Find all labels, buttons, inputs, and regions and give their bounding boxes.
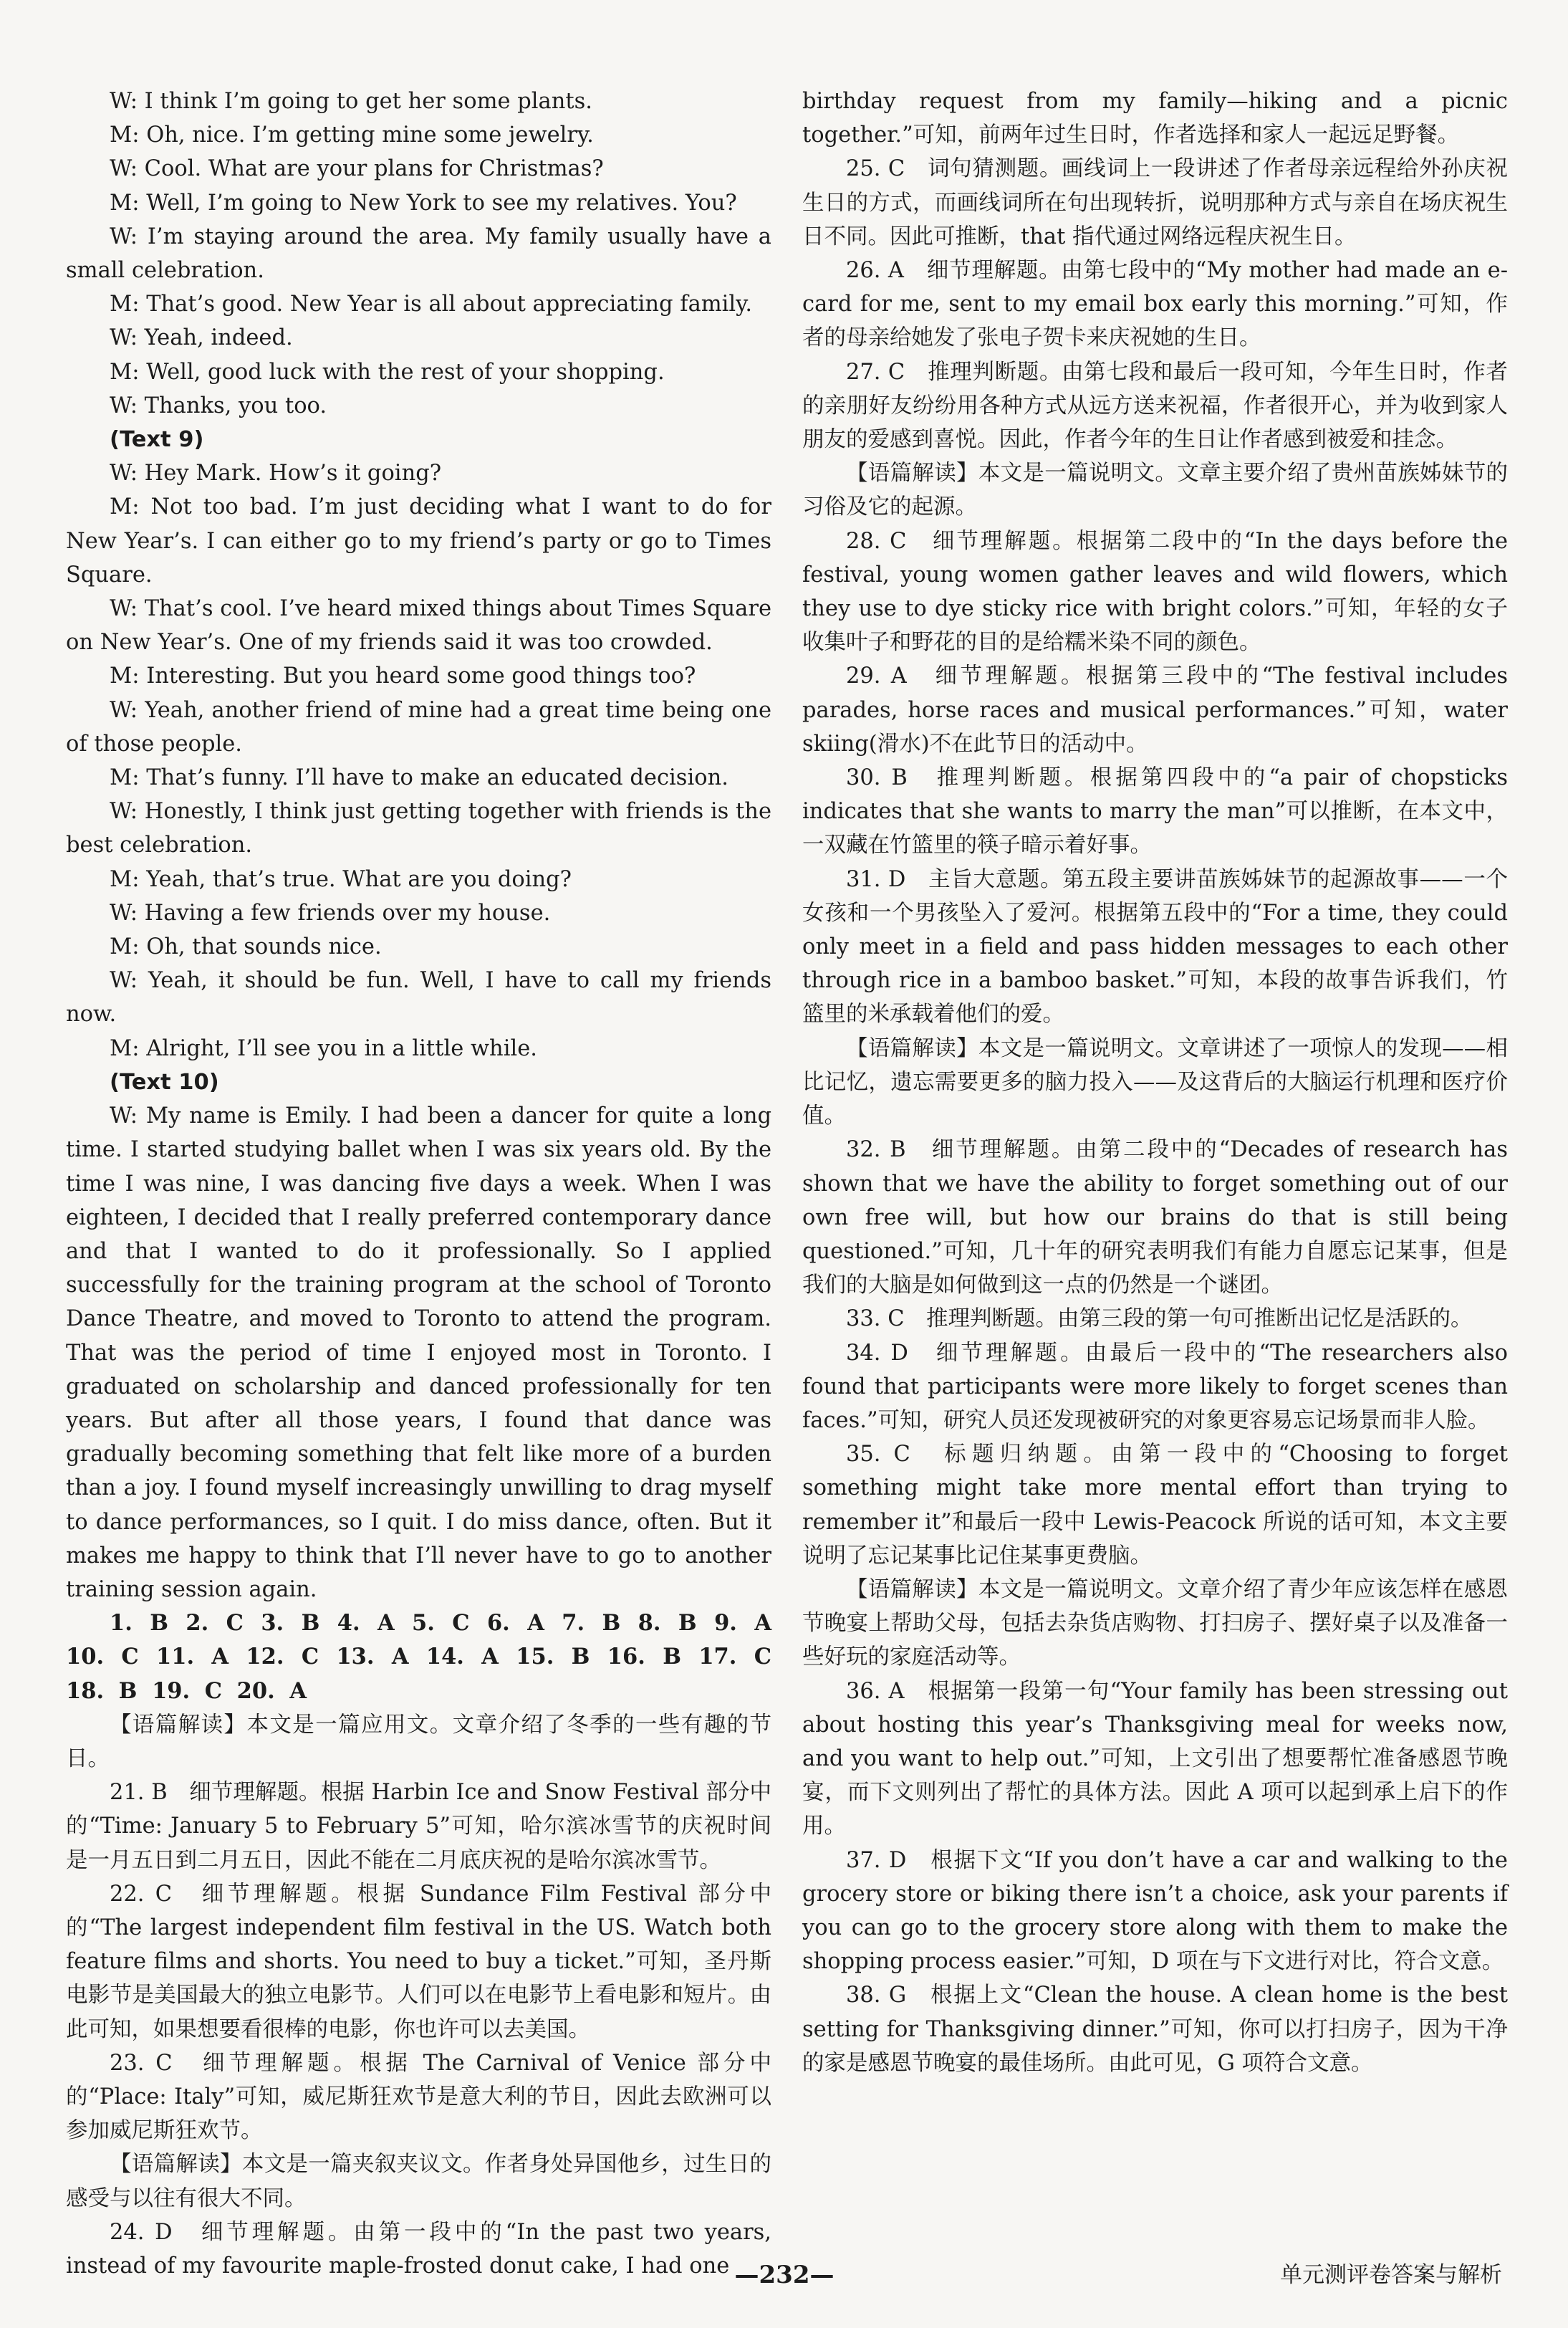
answer-explanation: 26. A 细节理解题。由第七段中的“My mother had made an e-card for me, sent to my email box early this morning.”可知，作者的母亲给她发了张电子贺卡来庆祝她的生日。 <box>802 258 1508 351</box>
dialogue-line: M: Well, good luck with the rest of your shopping. <box>110 359 665 385</box>
dialogue-line: W: I think I’m going to get her some plants. <box>110 89 592 114</box>
passage-reading: 【语篇解读】本文是一篇说明文。文章主要介绍了贵州苗族姊妹节的习俗及它的起源。 <box>802 461 1508 520</box>
answer-explanation: 22. C 细节理解题。根据 Sundance Film Festival 部分中的“The largest independent film festival in the US. Watch both feature films and shorts. You need to buy a ticket.”可知，圣丹斯电影节是美国最大的独立电影节。人们可以在电影节上看电影和短片。由此可知，如果想要看很棒的电影，你也许可以去美国。 <box>66 1881 771 2042</box>
dialogue-line: M: Interesting. But you heard some good things too? <box>110 664 696 689</box>
text-heading: (Text 9) <box>110 427 204 453</box>
dialogue-line: M: Alright, I’ll see you in a little while. <box>110 1035 537 1061</box>
dialogue-line: M: Not too bad. I’m just deciding what I want to do for New Year’s. I can either go to my friend’s party or go to Times Square. <box>66 494 771 588</box>
text-heading: (Text 10) <box>110 1069 219 1095</box>
dialogue-line: W: Yeah, another friend of mine had a great time being one of those people. <box>66 697 771 757</box>
answer-explanation: 31. D 主旨大意题。第五段主要讲苗族姊妹节的起源故事——一个女孩和一个男孩坠入了爱河。根据第五段中的“For a time, they could only meet in a field and pass hidden messages to each other through rice in a bamboo basket.”可知，本段的故事告诉我们，竹篮里的米承载着他们的爱。 <box>802 866 1508 1028</box>
answer-explanation: 34. D 细节理解题。由最后一段中的“The researchers also found that participants were more likely to forget scenes than faces.”可知，研究人员还发现被研究的对象更容易忘记场景而非人脸。 <box>802 1340 1508 1433</box>
answer-explanation: 37. D 根据下文“If you don’t have a car and walking to the grocery store or biking there isn’t a choice, ask your parents if you can go to the grocery store along with them to make the shopping process easier.”可知，D 项在与下文进行对比，符合文意。 <box>802 1847 1508 1975</box>
passage-reading: 【语篇解读】本文是一篇说明文。文章讲述了一项惊人的发现——相比记忆，遗忘需要更多的脑力投入——及这背后的大脑运行机理和医疗价值。 <box>802 1035 1508 1129</box>
answer-explanation: 25. C 词句猜测题。画线词上一段讲述了作者母亲远程给外孙庆祝生日的方式，而画线词所在句出现转折，说明那种方式与亲自在场庆祝生日不同。因此可推断，that 指代通过网络远程庆祝生日。 <box>802 156 1508 249</box>
footer-title: 单元测评卷答案与解析 <box>1280 2262 1502 2288</box>
dialogue-line: M: That’s funny. I’ll have to make an educated decision. <box>110 765 728 791</box>
dialogue-line: W: Yeah, it should be fun. Well, I have to call my friends now. <box>66 968 771 1028</box>
left-column <box>66 85 771 2283</box>
answer-explanation: 29. A 细节理解题。根据第三段中的“The festival includes parades, horse races and musical performances.”可知，water skiing(滑水)不在此节日的活动中。 <box>802 664 1508 757</box>
dialogue-line: W: Cool. What are your plans for Christmas? <box>110 156 604 182</box>
answer-explanation: 23. C 细节理解题。根据 The Carnival of Venice 部分中的“Place: Italy”可知，威尼斯狂欢节是意大利的节日，因此去欧洲可以参加威尼斯狂欢节。 <box>66 2050 771 2144</box>
dialogue-line: W: Hey Mark. How’s it going? <box>110 461 442 487</box>
passage-reading: 【语篇解读】本文是一篇说明文。文章介绍了青少年应该怎样在感恩节晚宴上帮助父母，包括去杂货店购物、打扫房子、摆好桌子以及准备一些好玩的家庭活动等。 <box>802 1576 1508 1670</box>
answer-explanation-continued: birthday request from my family—hiking and a picnic together.”可知，前两年过生日时，作者选择和家人一起远足野餐。 <box>802 89 1508 148</box>
answer-explanation: 27. C 推理判断题。由第七段和最后一段可知，今年生日时，作者的亲朋好友纷纷用各种方式从远方送来祝福，作者很开心，并为收到家人朋友的爱感到喜悦。因此，作者今年的生日让作者感到被爱和挂念。 <box>802 359 1508 453</box>
dialogue-line: W: I’m staying around the area. My family usually have a small celebration. <box>66 224 771 284</box>
page-number: —232— <box>734 2261 834 2289</box>
dialogue-line: M: Oh, that sounds nice. <box>110 934 382 960</box>
passage-reading: 【语篇解读】本文是一篇应用文。文章介绍了冬季的一些有趣的节日。 <box>66 1712 771 1771</box>
answer-explanation: 33. C 推理判断题。由第三段的第一句可推断出记忆是活跃的。 <box>846 1306 1473 1332</box>
monologue-paragraph: W: My name is Emily. I had been a dancer for quite a long time. I started studying ballet when I was six years old. By the time I was nine, I was dancing five days a week. When I was eighteen, I decided that I really preferred contemporary dance and that I wanted to do it professionally. So I applied successfully for the training program at the school of Toronto Dance Theatre, and moved to Toronto to attend the program. That was the period of time I enjoyed most in Toronto. I graduated on scholarship and danced professionally for ten years. But after all those years, I found that dance was gradually becoming something that felt like more of a burden than a joy. I found myself increasingly unwilling to drag myself to dance performances, so I quit. I do miss dance, often. But it makes me happy to think that I’ll never have to go to another training session again. <box>66 1103 771 1602</box>
dialogue-line: W: Having a few friends over my house. <box>110 900 551 926</box>
right-column <box>802 85 1508 2080</box>
answer-explanation: 24. D 细节理解题。由第一段中的“In the past two years, instead of my favourite maple-frosted donut cake, I had one <box>66 2219 771 2279</box>
answer-explanation: 30. B 推理判断题。根据第四段中的“a pair of chopsticks indicates that she wants to marry the man”可以推断，在本文中，一双藏在竹篮里的筷子暗示着好事。 <box>802 765 1508 858</box>
page-footer <box>0 2257 1568 2300</box>
dialogue-line: W: Yeah, indeed. <box>110 325 293 351</box>
dialogue-line: W: That’s cool. I’ve heard mixed things about Times Square on New Year’s. One of my friends said it was too crowded. <box>66 596 771 656</box>
answer-explanation: 21. B 细节理解题。根据 Harbin Ice and Snow Festival 部分中的“Time: January 5 to February 5”可知，哈尔滨冰雪节的庆祝时间是一月五日到二月五日，因此不能在二月底庆祝的是哈尔滨冰雪节。 <box>66 1780 771 1873</box>
answer-explanation: 38. G 根据上文“Clean the house. A clean home is the best setting for Thanksgiving dinner.”可知，你可以打扫房子，因为干净的家是感恩节晚宴的最佳场所。由此可见，G 项符合文意。 <box>802 1983 1508 2076</box>
dialogue-line: M: Oh, nice. I’m getting mine some jewelry. <box>110 123 594 148</box>
answer-explanation: 35. C 标题归纳题。由第一段中的“Choosing to forget something might take more mental effort than trying to remember it”和最后一段中 Lewis-Peacock 所说的话可知，本文主要说明了忘记某事比记住某事更费脑。 <box>802 1442 1508 1568</box>
answer-explanation: 28. C 细节理解题。根据第二段中的“In the days before the festival, young women gather leaves and wild flowers, which they use to dye sticky rice with bright colors.”可知，年轻的女子收集叶子和野花的目的是给糯米染不同的颜色。 <box>802 528 1508 656</box>
passage-reading: 【语篇解读】本文是一篇夹叙夹议文。作者身处异国他乡，过生日的感受与以往有很大不同。 <box>66 2152 771 2211</box>
dialogue-line: M: Well, I’m going to New York to see my relatives. You? <box>110 190 737 216</box>
answer-explanation: 32. B 细节理解题。由第二段中的“Decades of research has shown that we have the ability to forget something out of our own free will, but how our brains do that is still being questioned.”可知，几十年的研究表明我们有能力自愿忘记某事，但是我们的大脑是如何做到这一点的仍然是一个谜团。 <box>802 1137 1508 1298</box>
answer-explanation: 36. A 根据第一段第一句“Your family has been stressing out about hosting this year’s Thanksgiving meal for weeks now, and you want to help out.”可知，上文引出了想要帮忙准备感恩节晚宴，而下文则列出了帮忙的具体方法。因此 A 项可以起到承上启下的作用。 <box>802 1678 1508 1839</box>
dialogue-line: M: That’s good. New Year is all about appreciating family. <box>110 292 753 317</box>
dialogue-line: M: Yeah, that’s true. What are you doing? <box>110 866 572 892</box>
dialogue-line: W: Thanks, you too. <box>110 393 327 418</box>
answer-key: 1. B 2. C 3. B 4. A 5. C 6. A 7. B 8. B 9. A 10. C 11. A 12. C 13. A 14. A 15. B 16. B 17. C 18. B 19. C 20. A <box>66 1610 771 1704</box>
dialogue-line: W: Honestly, I think just getting together with friends is the best celebration. <box>66 799 771 858</box>
